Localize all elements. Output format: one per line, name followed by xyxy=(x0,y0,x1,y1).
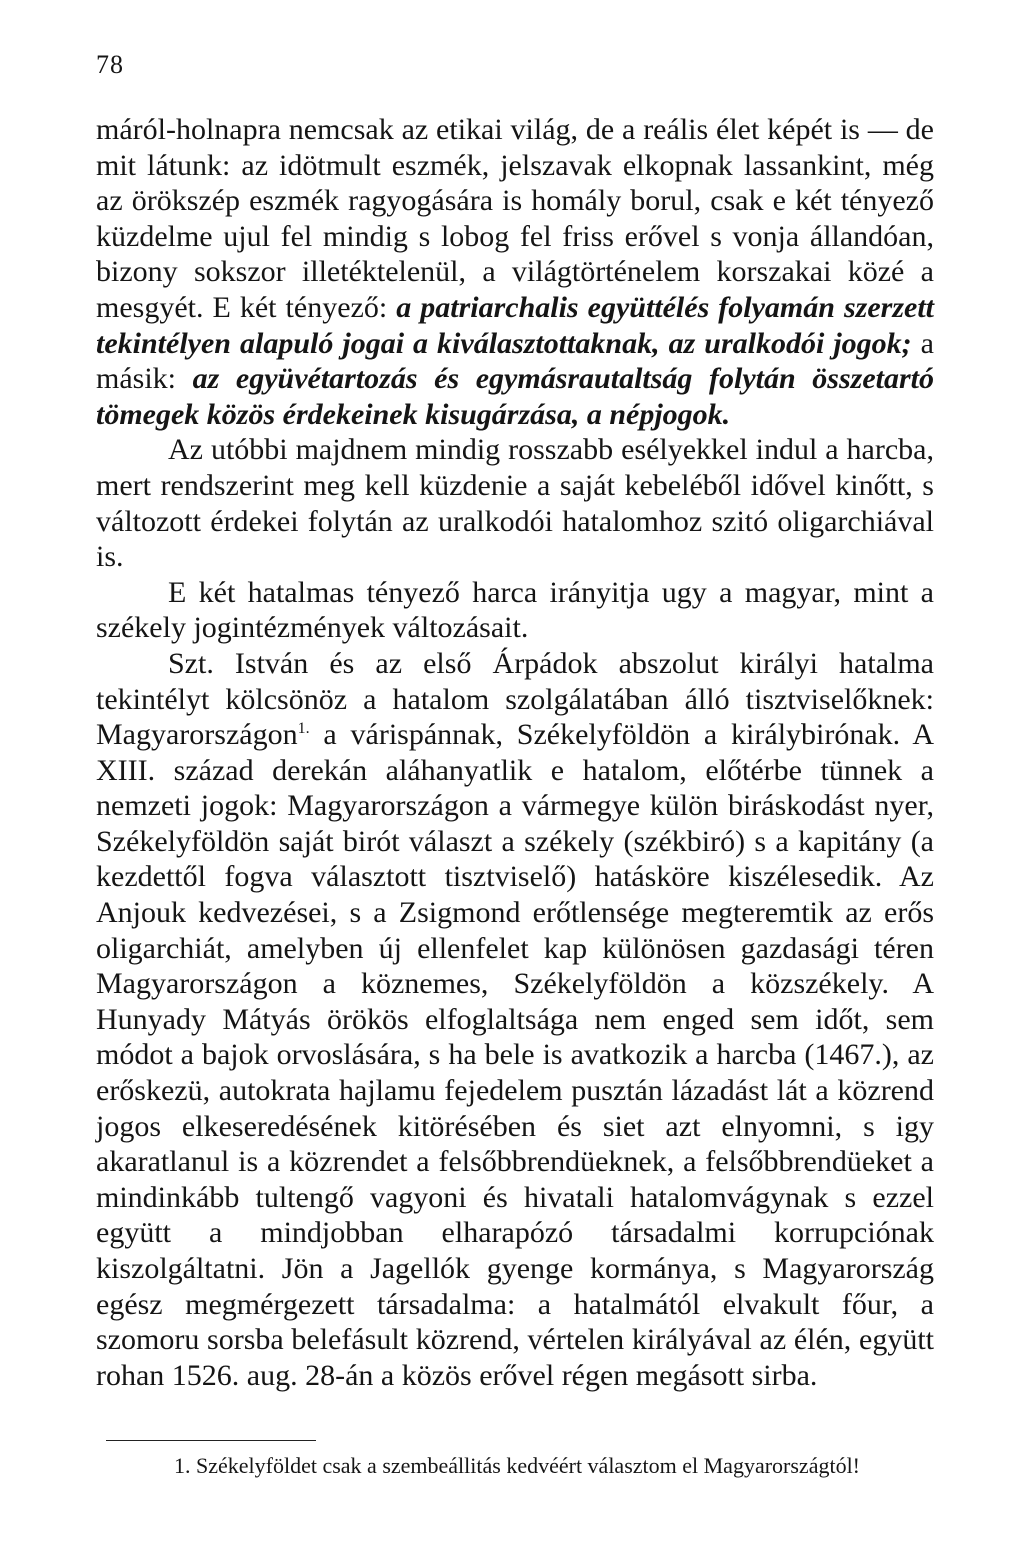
paragraph-4 xyxy=(96,646,934,1393)
footnote-reference: 1. xyxy=(297,720,310,738)
paragraph-1-text: máról-holnapra nemcsak az etikai világ, de a reális élet képét is — de mit látunk: az idötmult eszmék, jelszavak elkopnak lassankint, még az örökszép eszmék ragyogására is homály borul, csak e két tényező küzdelme ujul fel mindig s lobog fel friss erővel s vonja állandóan, bizony sokszor illetéktelenül, a világtörténelem korszakai közé a mesgyét. E két tényező: xyxy=(96,113,934,324)
page-number: 78 xyxy=(96,50,124,79)
footnote: 1. Székelyföldet csak a szembeállitás kedvéért választom el Magyarországtól! xyxy=(174,1453,861,1478)
footnote-rule xyxy=(106,1440,316,1441)
paragraph-1-text-2: a másik: xyxy=(96,326,934,396)
paragraph-1 xyxy=(96,112,934,432)
paragraph-4-text: Szt. István és az első Árpádok abszolut királyi hatalma tekintélyt kölcsönöz a hatalom szolgálatában álló tisztviselőknek: Magyarországon xyxy=(96,646,934,752)
paragraph-2: Az utóbbi majdnem mindig rosszabb esélyekkel indul a harcba, mert rendszerint meg kell küzdenie a saját kebeléből idővel kinőtt, s változott érdekei folytán az uralkodói hatalomhoz szitó oligarchiával is. xyxy=(96,433,934,574)
paragraph-4-text-2: a várispánnak, Székelyföldön a királybirónak. A XIII. század derekán aláhanyatlik e hatalom, előtérbe tünnek a nemzeti jogok: Magyarországon a vármegye külön biráskodást nyer, Székelyföldön saját birót választ a székely (székbiró) s a kapitány (a kezdettől fogva választott tisztviselő) hatásköre kiszélesedik. Az Anjouk kedvezései, s a Zsigmond erőtlensége megteremtik az erős oligarchiát, amelyben új ellenfelet kap különösen gazdasági téren Magyarországon a köznemes, Székelyföldön a közszékely. A Hunyady Mátyás örökös elfoglaltsága nem enged sem időt, sem módot a bajok orvoslására, s ha bele is avatkozik a harcba (1467.), az erőskezü, autokrata hajlamu fejedelem pusztán lázadást lát a közrend jogos elkeseredésének kitörésében és siet azt elnyomni, s igy akaratlanul is a közrendet a felsőbbrendüeknek, a felsőbbrendüeket a mindinkább tultengő vagyoni és hivatali hatalomvágynak s ezzel együtt a mindjobban elharapózó társadalmi korrupciónak kiszolgáltatni. Jön a Jagellók gyenge kormánya, s Magyarország egész megmérgezett társadalma: a hatalmától elvakult főur, a szomoru sorsba belefásult közrend, vértelen királyával az élén, együtt rohan 1526. aug. 28-án a közös erővel régen megásott sirba. xyxy=(96,718,934,1392)
paragraph-1-emphasis-1: a patriarchalis együttélés folyamán szerzett tekintélyen alapuló jogai a kiválasztottaknak, az uralkodói jogok; xyxy=(96,290,934,360)
paragraph-1-emphasis-2: az együvétartozás és egymásrautaltság folytán összetartó tömegek közös érdekeinek kisugárzása, a népjogok. xyxy=(96,362,934,431)
paragraph-3: E két hatalmas tényező harca irányitja ugy a magyar, mint a székely jogintézmények változásait. xyxy=(96,575,934,645)
body-text xyxy=(96,112,934,1393)
